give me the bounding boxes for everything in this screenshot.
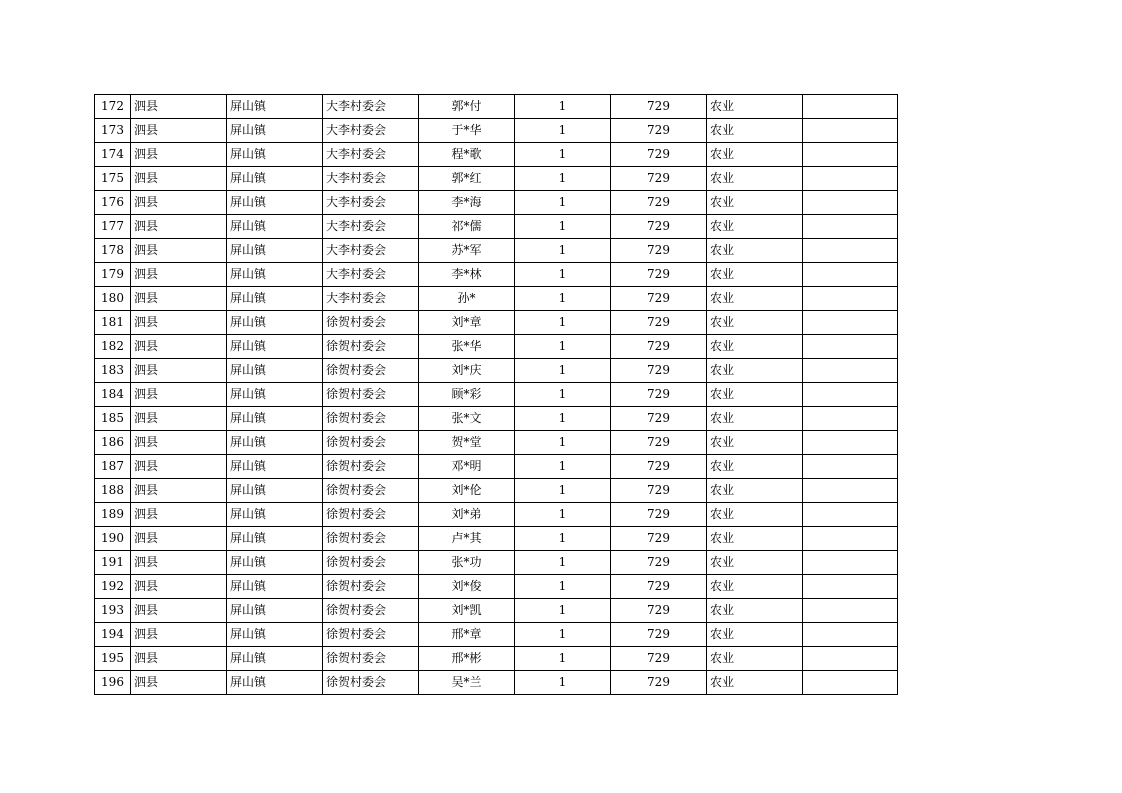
cell-name: 吴*兰 [419, 671, 515, 695]
cell-village: 徐贺村委会 [323, 503, 419, 527]
cell-name: 于*华 [419, 119, 515, 143]
cell-type: 农业 [707, 167, 803, 191]
table-row [95, 527, 898, 551]
cell-amount: 729 [611, 575, 707, 599]
cell-name: 刘*伦 [419, 479, 515, 503]
cell-village: 大李村委会 [323, 167, 419, 191]
cell-count: 1 [515, 479, 611, 503]
cell-county: 泗县 [131, 383, 227, 407]
table-row [95, 431, 898, 455]
cell-village: 徐贺村委会 [323, 359, 419, 383]
cell-amount: 729 [611, 239, 707, 263]
table-row [95, 335, 898, 359]
cell-type: 农业 [707, 455, 803, 479]
table-row [95, 503, 898, 527]
cell-type: 农业 [707, 359, 803, 383]
cell-note [803, 191, 898, 215]
cell-amount: 729 [611, 407, 707, 431]
cell-amount: 729 [611, 599, 707, 623]
cell-county: 泗县 [131, 503, 227, 527]
cell-count: 1 [515, 239, 611, 263]
cell-seq: 177 [95, 215, 131, 239]
cell-village: 大李村委会 [323, 191, 419, 215]
cell-name: 刘*庆 [419, 359, 515, 383]
cell-count: 1 [515, 407, 611, 431]
cell-amount: 729 [611, 359, 707, 383]
cell-amount: 729 [611, 431, 707, 455]
cell-count: 1 [515, 167, 611, 191]
table-row [95, 167, 898, 191]
cell-town: 屏山镇 [227, 503, 323, 527]
cell-type: 农业 [707, 383, 803, 407]
cell-county: 泗县 [131, 455, 227, 479]
cell-amount: 729 [611, 671, 707, 695]
table-row [95, 239, 898, 263]
cell-town: 屏山镇 [227, 647, 323, 671]
cell-seq: 175 [95, 167, 131, 191]
cell-seq: 172 [95, 95, 131, 119]
cell-seq: 187 [95, 455, 131, 479]
cell-amount: 729 [611, 287, 707, 311]
cell-type: 农业 [707, 311, 803, 335]
cell-town: 屏山镇 [227, 599, 323, 623]
cell-note [803, 167, 898, 191]
cell-note [803, 239, 898, 263]
cell-count: 1 [515, 95, 611, 119]
cell-town: 屏山镇 [227, 455, 323, 479]
cell-town: 屏山镇 [227, 119, 323, 143]
cell-note [803, 623, 898, 647]
cell-note [803, 551, 898, 575]
cell-seq: 182 [95, 335, 131, 359]
cell-count: 1 [515, 215, 611, 239]
cell-seq: 181 [95, 311, 131, 335]
cell-seq: 193 [95, 599, 131, 623]
cell-note [803, 503, 898, 527]
cell-amount: 729 [611, 623, 707, 647]
cell-amount: 729 [611, 167, 707, 191]
cell-note [803, 119, 898, 143]
table-row [95, 623, 898, 647]
cell-amount: 729 [611, 215, 707, 239]
cell-count: 1 [515, 287, 611, 311]
cell-village: 大李村委会 [323, 119, 419, 143]
cell-seq: 173 [95, 119, 131, 143]
cell-seq: 189 [95, 503, 131, 527]
cell-note [803, 383, 898, 407]
cell-name: 张*文 [419, 407, 515, 431]
cell-county: 泗县 [131, 311, 227, 335]
cell-village: 徐贺村委会 [323, 575, 419, 599]
cell-note [803, 479, 898, 503]
table-row [95, 119, 898, 143]
cell-name: 卢*其 [419, 527, 515, 551]
table-row [95, 287, 898, 311]
cell-village: 大李村委会 [323, 143, 419, 167]
cell-seq: 176 [95, 191, 131, 215]
cell-county: 泗县 [131, 599, 227, 623]
cell-count: 1 [515, 143, 611, 167]
cell-type: 农业 [707, 479, 803, 503]
cell-type: 农业 [707, 431, 803, 455]
cell-note [803, 647, 898, 671]
cell-type: 农业 [707, 95, 803, 119]
cell-seq: 174 [95, 143, 131, 167]
cell-count: 1 [515, 383, 611, 407]
cell-name: 张*功 [419, 551, 515, 575]
table-row [95, 599, 898, 623]
cell-count: 1 [515, 359, 611, 383]
cell-note [803, 95, 898, 119]
cell-amount: 729 [611, 335, 707, 359]
cell-note [803, 455, 898, 479]
cell-county: 泗县 [131, 623, 227, 647]
cell-count: 1 [515, 431, 611, 455]
cell-amount: 729 [611, 383, 707, 407]
cell-town: 屏山镇 [227, 167, 323, 191]
cell-town: 屏山镇 [227, 479, 323, 503]
cell-county: 泗县 [131, 407, 227, 431]
cell-count: 1 [515, 527, 611, 551]
cell-village: 大李村委会 [323, 287, 419, 311]
cell-type: 农业 [707, 263, 803, 287]
cell-amount: 729 [611, 143, 707, 167]
cell-seq: 188 [95, 479, 131, 503]
cell-seq: 184 [95, 383, 131, 407]
cell-count: 1 [515, 191, 611, 215]
cell-type: 农业 [707, 191, 803, 215]
cell-name: 张*华 [419, 335, 515, 359]
cell-amount: 729 [611, 551, 707, 575]
cell-name: 刘*章 [419, 311, 515, 335]
cell-count: 1 [515, 119, 611, 143]
cell-amount: 729 [611, 647, 707, 671]
table-row [95, 575, 898, 599]
cell-note [803, 311, 898, 335]
cell-note [803, 215, 898, 239]
cell-type: 农业 [707, 287, 803, 311]
cell-note [803, 527, 898, 551]
cell-seq: 185 [95, 407, 131, 431]
cell-count: 1 [515, 503, 611, 527]
cell-county: 泗县 [131, 191, 227, 215]
data-table [94, 94, 898, 695]
cell-seq: 196 [95, 671, 131, 695]
cell-count: 1 [515, 647, 611, 671]
cell-seq: 183 [95, 359, 131, 383]
table-row [95, 95, 898, 119]
table-row [95, 407, 898, 431]
cell-amount: 729 [611, 119, 707, 143]
cell-count: 1 [515, 575, 611, 599]
table-row [95, 479, 898, 503]
cell-village: 徐贺村委会 [323, 599, 419, 623]
cell-amount: 729 [611, 263, 707, 287]
cell-count: 1 [515, 671, 611, 695]
cell-count: 1 [515, 311, 611, 335]
cell-county: 泗县 [131, 359, 227, 383]
cell-village: 徐贺村委会 [323, 431, 419, 455]
cell-name: 刘*凯 [419, 599, 515, 623]
cell-name: 邢*彬 [419, 647, 515, 671]
cell-town: 屏山镇 [227, 143, 323, 167]
cell-count: 1 [515, 263, 611, 287]
cell-type: 农业 [707, 407, 803, 431]
cell-town: 屏山镇 [227, 215, 323, 239]
cell-name: 邢*章 [419, 623, 515, 647]
cell-seq: 190 [95, 527, 131, 551]
cell-amount: 729 [611, 95, 707, 119]
table-row [95, 647, 898, 671]
cell-village: 徐贺村委会 [323, 407, 419, 431]
table-row [95, 455, 898, 479]
cell-county: 泗县 [131, 143, 227, 167]
cell-amount: 729 [611, 191, 707, 215]
cell-note [803, 287, 898, 311]
cell-village: 大李村委会 [323, 263, 419, 287]
cell-type: 农业 [707, 143, 803, 167]
cell-county: 泗县 [131, 287, 227, 311]
cell-town: 屏山镇 [227, 239, 323, 263]
cell-count: 1 [515, 455, 611, 479]
cell-seq: 186 [95, 431, 131, 455]
cell-village: 大李村委会 [323, 95, 419, 119]
cell-town: 屏山镇 [227, 551, 323, 575]
cell-count: 1 [515, 623, 611, 647]
table-row [95, 359, 898, 383]
cell-seq: 191 [95, 551, 131, 575]
cell-name: 刘*弟 [419, 503, 515, 527]
cell-town: 屏山镇 [227, 575, 323, 599]
table-row [95, 383, 898, 407]
cell-name: 李*海 [419, 191, 515, 215]
cell-count: 1 [515, 335, 611, 359]
cell-seq: 178 [95, 239, 131, 263]
cell-county: 泗县 [131, 479, 227, 503]
cell-amount: 729 [611, 311, 707, 335]
cell-amount: 729 [611, 479, 707, 503]
cell-amount: 729 [611, 527, 707, 551]
cell-name: 李*林 [419, 263, 515, 287]
cell-name: 顾*彩 [419, 383, 515, 407]
cell-village: 徐贺村委会 [323, 647, 419, 671]
cell-note [803, 431, 898, 455]
cell-name: 贺*堂 [419, 431, 515, 455]
cell-note [803, 335, 898, 359]
cell-town: 屏山镇 [227, 527, 323, 551]
table-body [95, 95, 898, 695]
cell-town: 屏山镇 [227, 287, 323, 311]
cell-village: 徐贺村委会 [323, 335, 419, 359]
cell-note [803, 599, 898, 623]
cell-type: 农业 [707, 623, 803, 647]
cell-village: 徐贺村委会 [323, 479, 419, 503]
table-row [95, 191, 898, 215]
cell-town: 屏山镇 [227, 407, 323, 431]
cell-seq: 195 [95, 647, 131, 671]
cell-type: 农业 [707, 503, 803, 527]
cell-type: 农业 [707, 119, 803, 143]
cell-count: 1 [515, 599, 611, 623]
cell-note [803, 575, 898, 599]
cell-seq: 192 [95, 575, 131, 599]
cell-name: 郭*红 [419, 167, 515, 191]
cell-town: 屏山镇 [227, 359, 323, 383]
cell-count: 1 [515, 551, 611, 575]
cell-seq: 194 [95, 623, 131, 647]
cell-name: 苏*军 [419, 239, 515, 263]
cell-town: 屏山镇 [227, 623, 323, 647]
cell-town: 屏山镇 [227, 95, 323, 119]
cell-town: 屏山镇 [227, 383, 323, 407]
cell-name: 邓*明 [419, 455, 515, 479]
cell-county: 泗县 [131, 239, 227, 263]
cell-town: 屏山镇 [227, 431, 323, 455]
cell-type: 农业 [707, 647, 803, 671]
table-row [95, 551, 898, 575]
cell-note [803, 263, 898, 287]
cell-village: 徐贺村委会 [323, 527, 419, 551]
cell-village: 徐贺村委会 [323, 455, 419, 479]
cell-county: 泗县 [131, 335, 227, 359]
cell-name: 祁*儒 [419, 215, 515, 239]
cell-county: 泗县 [131, 551, 227, 575]
cell-type: 农业 [707, 215, 803, 239]
cell-village: 徐贺村委会 [323, 383, 419, 407]
cell-village: 大李村委会 [323, 239, 419, 263]
cell-village: 大李村委会 [323, 215, 419, 239]
cell-seq: 179 [95, 263, 131, 287]
cell-county: 泗县 [131, 167, 227, 191]
cell-name: 孙* [419, 287, 515, 311]
table-row [95, 143, 898, 167]
cell-county: 泗县 [131, 119, 227, 143]
cell-type: 农业 [707, 575, 803, 599]
cell-town: 屏山镇 [227, 311, 323, 335]
cell-amount: 729 [611, 503, 707, 527]
cell-name: 程*歌 [419, 143, 515, 167]
cell-county: 泗县 [131, 95, 227, 119]
cell-village: 徐贺村委会 [323, 623, 419, 647]
cell-county: 泗县 [131, 431, 227, 455]
cell-type: 农业 [707, 599, 803, 623]
cell-type: 农业 [707, 335, 803, 359]
cell-seq: 180 [95, 287, 131, 311]
cell-type: 农业 [707, 239, 803, 263]
cell-county: 泗县 [131, 263, 227, 287]
cell-note [803, 143, 898, 167]
cell-amount: 729 [611, 455, 707, 479]
cell-county: 泗县 [131, 575, 227, 599]
cell-type: 农业 [707, 551, 803, 575]
cell-note [803, 671, 898, 695]
cell-town: 屏山镇 [227, 671, 323, 695]
cell-town: 屏山镇 [227, 335, 323, 359]
cell-county: 泗县 [131, 671, 227, 695]
cell-village: 徐贺村委会 [323, 671, 419, 695]
cell-name: 郭*付 [419, 95, 515, 119]
cell-county: 泗县 [131, 215, 227, 239]
cell-type: 农业 [707, 527, 803, 551]
cell-name: 刘*俊 [419, 575, 515, 599]
cell-town: 屏山镇 [227, 263, 323, 287]
table-row [95, 311, 898, 335]
cell-town: 屏山镇 [227, 191, 323, 215]
cell-county: 泗县 [131, 527, 227, 551]
cell-note [803, 407, 898, 431]
cell-county: 泗县 [131, 647, 227, 671]
table-row [95, 263, 898, 287]
cell-village: 徐贺村委会 [323, 311, 419, 335]
cell-note [803, 359, 898, 383]
cell-village: 徐贺村委会 [323, 551, 419, 575]
table-row [95, 215, 898, 239]
table-row [95, 671, 898, 695]
cell-type: 农业 [707, 671, 803, 695]
